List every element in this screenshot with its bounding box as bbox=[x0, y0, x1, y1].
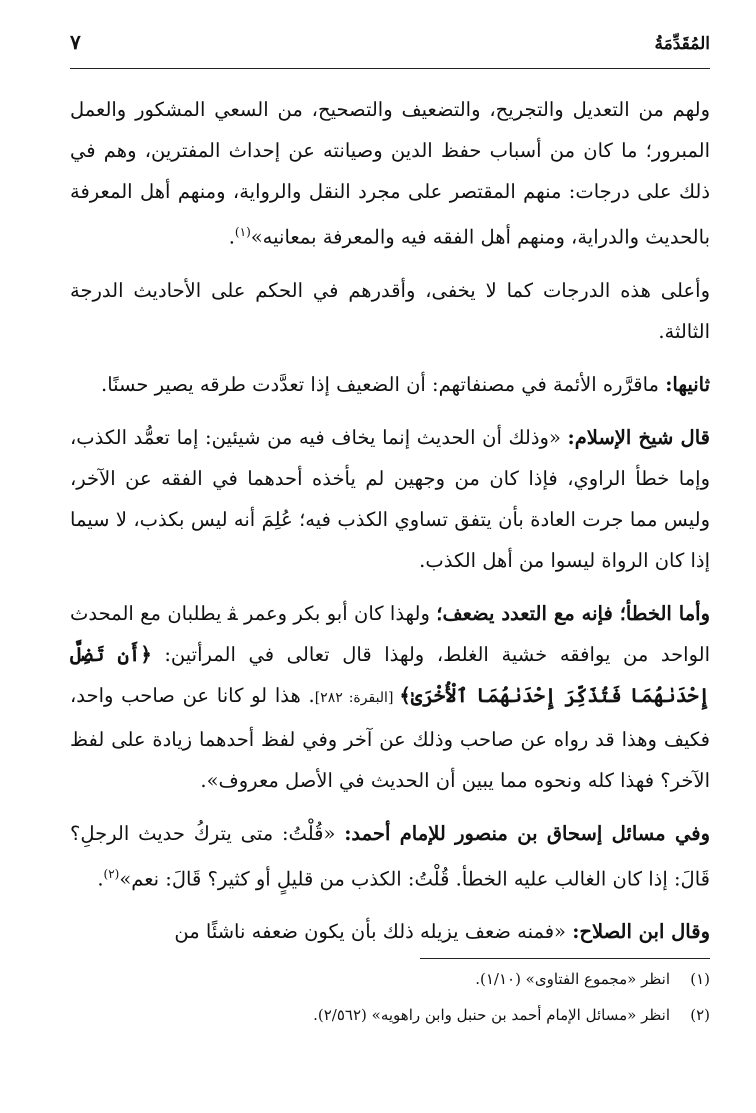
paragraph-1: ولهم من التعديل والتجريح، والتضعيف والتصحيح، من السعي المشكور والعمل المبرور؛ ما كان من أسباب حفظ الدين وصيانته عن إحداث المفترين، وهم في ذلك على درجات: منهم المقتصر على مجرد النقل والرواية، ومنهم أهل المعرفة بالحديث والدراية، ومنهم أهل الفقه فيه والمعرفة بمعانيه»$^{(١)}$. bbox=[70, 98, 710, 249]
footnote-2 bbox=[70, 999, 710, 1031]
paragraph-text: ولهم من التعديل والتجريح، والتضعيف والتصحيح، من السعي المشكور والعمل المبرور؛ ما كان من أسباب حفظ الدين وصيانته عن إحداث المفترين، وهم في ذلك على درجات: منهم المقتصر على مجرد النقل والرواية، ومنهم أهل المعرفة بالحديث والدراية، ومنهم أهل الفقه فيه والمعرفة بمعانيه» bbox=[70, 98, 710, 249]
paragraph-lead: وقال ابن الصلاح: bbox=[572, 920, 710, 943]
footnote-divider bbox=[420, 958, 710, 959]
footnotes bbox=[70, 958, 710, 1031]
paragraph-lead: وأما الخطأ؛ فإنه مع التعدد يضعف؛ bbox=[436, 601, 710, 625]
paragraph-text: «وذلك أن الحديث إنما يخاف فيه من شيئين: إما تعمُّد الكذب، وإما خطأ الراوي، فإذا كان من وجهين لم يأخذه أحدهما في الفقه عن الآخر، وليس مما جرت العادة بأن يتفق تساوي الكذب فيه؛ عُلِمَ أنه ليس بكذب، لا سيما إذا كان الرواة ليسوا من أهل الكذب. bbox=[70, 425, 710, 572]
quran-verse: ﴿أَن تَضِلَّ إِحْدَىٰهُمَا فَتُذَكِّرَ إِحْدَىٰهُمَا ٱلْأُخْرَىٰ﴾ bbox=[70, 642, 710, 707]
footnote-text: انظر «مجموع الفتاوى» (١/١٠). bbox=[475, 970, 670, 988]
paragraph-4 bbox=[70, 417, 710, 581]
paragraph-text: «قُلْتُ: متى يتركُ حديث الرجلِ؟ قَالَ: إذا كان الغالب عليه الخطأ. قُلْتُ: الكذب من قليلٍ أو كثير؟ قَالَ: نعم» bbox=[70, 821, 710, 890]
paragraph-3 bbox=[70, 364, 710, 405]
chapter-title: المُقَدِّمَةُ bbox=[654, 34, 710, 54]
paragraph-lead: وفي مسائل إسحاق بن منصور للإمام أحمد: bbox=[344, 821, 710, 845]
paragraph-text: ولهذا كان أبو بكر وعمر ﭭ يطلبان مع المحدث الواحد من يوافقه خشية الغلط، ولهذا قال تعالى في المرأتين: bbox=[70, 601, 710, 666]
paragraph-5 bbox=[70, 593, 710, 801]
footnote-number: (١) bbox=[690, 970, 710, 988]
paragraph-6: وفي مسائل إسحاق بن منصور للإمام أحمد: «قُلْتُ: متى يتركُ حديث الرجلِ؟ قَالَ: إذا كان الغالب عليه الخطأ. قُلْتُ: الكذب من قليلٍ أو كثير؟ قَالَ: نعم»$^{(٢)}$. bbox=[70, 821, 710, 890]
paragraph-2 bbox=[70, 270, 710, 352]
body-text bbox=[70, 89, 710, 952]
paragraph-7 bbox=[70, 911, 710, 952]
paragraph-text: «فمنه ضعف يزيله ذلك بأن يكون ضعفه ناشئًا من bbox=[174, 920, 573, 943]
footnote-text: انظر «مسائل الإمام أحمد بن حنبل وابن راهويه» (٢/٥٦٢). bbox=[313, 1006, 670, 1024]
footnote-number: (٢) bbox=[690, 1006, 710, 1024]
paragraph-text-continued: . هذا لو كانا عن صاحب واحد، فكيف وهذا قد رواه عن صاحب وذلك عن آخر وفي لفظ أحدهما زيادة على لفظ الآخر؟ فهذا كله ونحوه مما يبين أن الحديث في الأصل معروف». bbox=[70, 683, 710, 792]
paragraph-lead: قال شيخ الإسلام: bbox=[567, 425, 710, 449]
footnote-ref-1[interactable]: (١) bbox=[234, 225, 251, 239]
page-number: ٧ bbox=[70, 30, 81, 54]
paragraph-text: وأعلى هذه الدرجات كما لا يخفى، وأقدرهم في الحكم على الأحاديث الدرجة الثالثة. bbox=[70, 278, 710, 343]
running-header bbox=[70, 28, 710, 69]
footnote-ref-2[interactable]: (٢) bbox=[103, 866, 120, 881]
page bbox=[70, 28, 710, 964]
paragraph-text: ماقرَّره الأئمة في مصنفاتهم: أن الضعيف إذا تعدَّدت طرقه يصير حسنًا. bbox=[101, 372, 666, 396]
footnote-1 bbox=[70, 963, 710, 995]
verse-reference: [البقرة: ٢٨٢] bbox=[314, 689, 400, 706]
paragraph-lead: ثانيها: bbox=[665, 372, 710, 396]
